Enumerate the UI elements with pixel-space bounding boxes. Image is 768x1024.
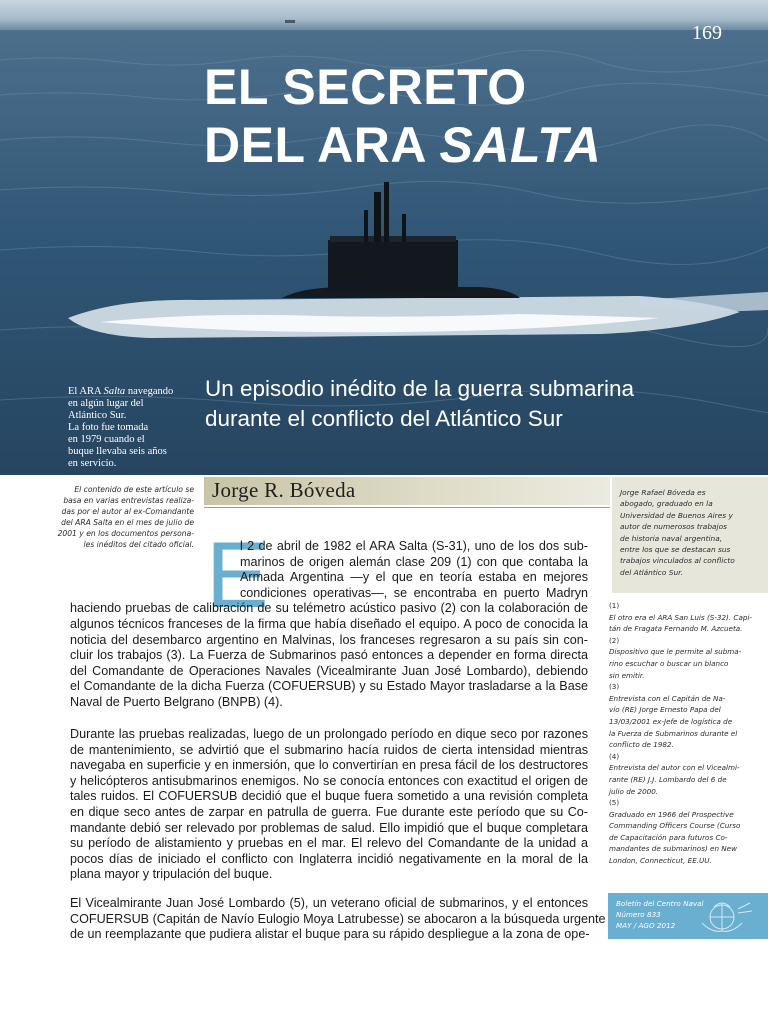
journal-info: Boletín del Centro Naval Número 833 MAY / AGO 2012	[616, 899, 704, 930]
body-line: navegaba en superficie y en inmersión, que lo convertirían en presa fácil de los destructores	[70, 758, 588, 773]
body-line: de mantenimiento, se advirtió que el submarino hacía ruidos de cierta intensidad mientras	[70, 742, 588, 757]
drop-cap: E	[206, 522, 269, 627]
body-line: Armada Argentina —y el que en teoría estaba en mejores	[240, 570, 588, 585]
author-name: Jorge R. Bóveda	[212, 478, 356, 502]
body-line: de un reemplazante que pudiera alistar el buque para su rápido despliegue a la zona de ope-	[70, 927, 590, 942]
body-line: COFUERSUB (Capitán de Navío Eulogio Moya Latrubesse) se abocaron a la búsqueda urgente	[70, 911, 606, 926]
body-line: el Comandante de la dicha Fuerza (COFUERSUB) y su Estado Mayor trasladarse a la Base	[70, 679, 588, 694]
body-line: algunos técnicos franceses de la firma que había diseñado el equipo. A poco de conocida la	[70, 616, 588, 631]
footnote: (2) Dispositivo que le permite al subma- rino escuchar o buscar un blanco sin emitir.	[609, 635, 742, 680]
footnotes	[609, 600, 759, 867]
body-line: condiciones operativas—, se encontraba en puerto Madryn	[240, 585, 588, 600]
body-line: mandante debió ser relevado por problemas de salud. Ello impidió que el buque completara	[70, 820, 588, 835]
body-line: haciendo pruebas de calibración de su telémetro acústico pasivo (2) con la colaboración de	[70, 601, 588, 616]
naval-emblem-icon	[692, 893, 764, 939]
title-line-1: EL SECRETO	[204, 59, 527, 115]
body-paragraph-3	[70, 896, 606, 943]
footnote: (1) El otro era el ARA San Luis (S-32). Capi- tán de Fragata Fernando M. Azcueta.	[609, 601, 753, 634]
article-title	[204, 58, 601, 174]
body-line: Durante las pruebas realizadas, luego de un prolongado período en dique seco por razones	[70, 727, 588, 741]
body-line: l 2 de abril de 1982 el ARA Salta (S-31), uno de los dos sub-	[240, 539, 588, 553]
source-note: El contenido de este artículo se basa en varias entrevistas realiza- das por el autor al ex-Comandante del ARA Salta en el mes de julio de 2001 y en los documentos persona- les inéditos del citado oficial.	[57, 485, 194, 549]
body-line: cluir los trabajos (3). La Fuerza de Submarinos pasó entonces a depender en forma directa	[70, 648, 588, 663]
photo-caption: El ARA Salta navegando en algún lugar del Atlántico Sur. La foto fue tomada en 1979 cuando el buque llevaba seis años en servicio.	[68, 386, 174, 469]
body-line: su período de alistamiento y pruebas en el mar. El relevo del Comandante de la unidad a	[70, 836, 588, 851]
body-line: en dique seco antes de zarpar en patrulla de guerra. Fue durante este período que su Co-	[70, 804, 588, 819]
author-bio: Jorge Rafael Bóveda es abogado, graduado en la Universidad de Buenos Aires y autor de numerosos trabajos de historia naval argentina, entre los que se destacan sus trabajos vinculados al conflicto del Atlántico Sur.	[620, 488, 735, 577]
title-line-2: DEL ARA SALTA	[204, 117, 602, 173]
body-paragraph-2	[70, 727, 588, 883]
footnote: (4) Entrevista del autor con el Vicealmi- rante (RE) J.J. Lombardo del 6 de julio de 2000.	[609, 751, 740, 796]
body-line: del Comandante de Operaciones Navales (Vicealmirante Juan José Lombardo), debiendo	[70, 663, 588, 678]
body-line: Naval de Puerto Belgrano (BNPB) (4).	[70, 694, 283, 709]
body-line: y helicópteros antisubmarinos enemigos. No se conocía entonces con exactitud el origen de	[70, 773, 588, 788]
footnote: (3) Entrevista con el Capitán de Na- vío (RE) Jorge Ernesto Papa del 13/03/2001 ex-Jefe de logística de la Fuerza de Submarinos durante el conflicto de 1982.	[609, 682, 738, 750]
body-line: El Vicealmirante Juan José Lombardo (5), un veterano oficial de submarinos, y el entonces	[70, 896, 588, 910]
article-subtitle: Un episodio inédito de la guerra submarina durante el conflicto del Atlántico Sur	[205, 376, 635, 431]
author-divider	[204, 507, 610, 508]
body-line: pocos días de iniciado el conflicto con Inglaterra incidió negativamente en la moral de la	[70, 851, 588, 866]
body-line: tales ruidos. El COFUERSUB decidió que el buque fuera sometido a una revisión completa	[70, 789, 588, 804]
body-paragraph-1	[70, 539, 588, 711]
body-line: marinos de origen alemán clase 209 (1) con que contaba la	[240, 554, 588, 569]
footnote: (5) Graduado en 1966 del Prospective Commanding Officers Course (Curso de Capacitación para futuros Co- mandantes de submarinos) en New London, Connecticut, EE.UU.	[609, 798, 741, 866]
body-line: noticia del desembarco argentino en Malvinas, los franceses regresaron a su país sin con-	[70, 632, 588, 647]
page-number: 169	[692, 22, 722, 44]
body-line: plana mayor y tripulación del buque.	[70, 867, 273, 882]
